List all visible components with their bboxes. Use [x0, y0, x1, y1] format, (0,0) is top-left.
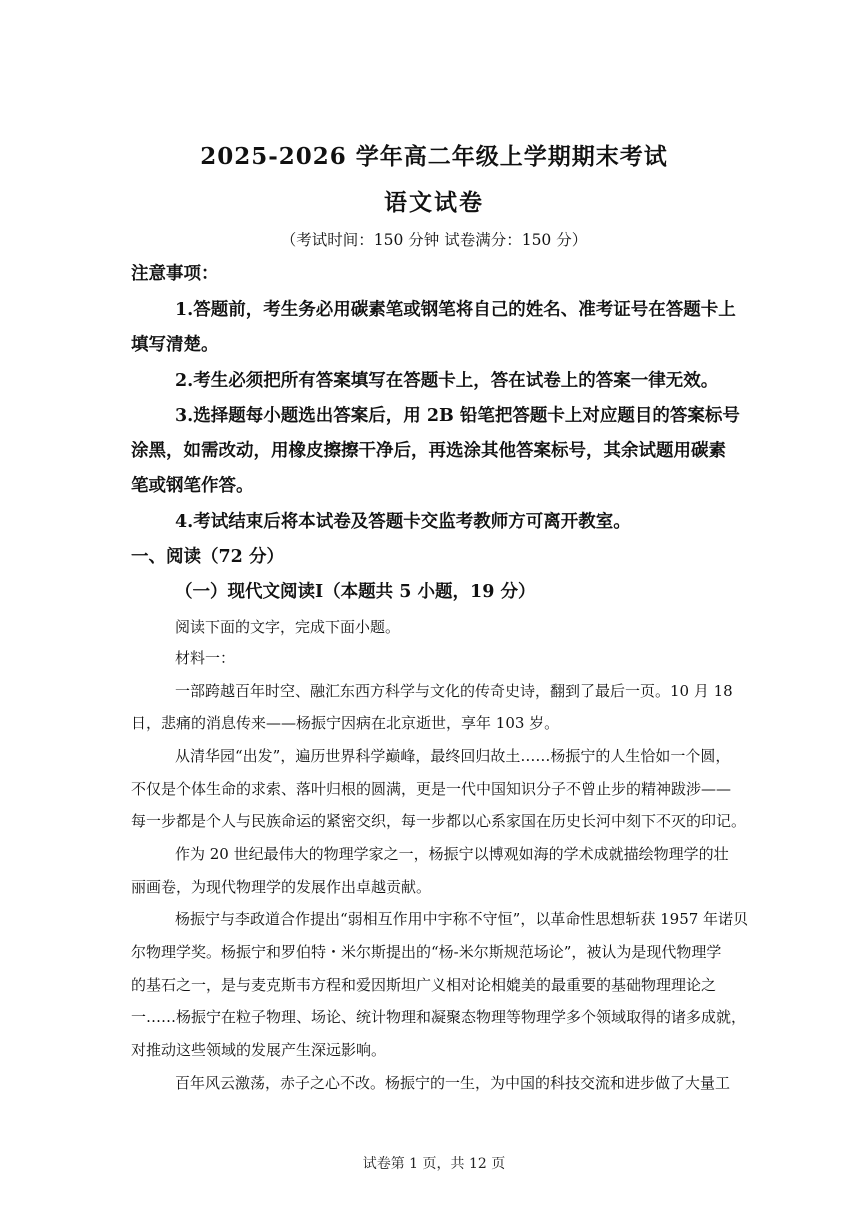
text-line: 尔物理学奖。杨振宁和罗伯特・米尔斯提出的“杨-米尔斯规范场论”，被认为是现代物理学 [131, 943, 722, 961]
text-line: 一部跨越百年时空、融汇东西方科学与文化的传奇史诗，翻到了最后一页。10 月 18 [175, 682, 733, 700]
instruction: 阅读下面的文字，完成下面小题。 [175, 618, 401, 636]
text-line: 日，悲痛的消息传来——杨振宁因病在北京逝世，享年 103 岁。 [131, 714, 560, 732]
notice-line: 笔或钢笔作答。 [131, 476, 254, 496]
text-line: 对推动这些领域的发展产生深远影响。 [131, 1041, 387, 1059]
text-line: 杨振宁与李政道合作提出“弱相互作用中宇称不守恒”，以革命性思想斩获 1957 年诺贝 [175, 910, 749, 928]
page-footer: 试卷第 1 页，共 12 页 [362, 1156, 506, 1172]
notice-line: 3.选择题每小题选出答案后，用 2B 铅笔把答题卡上对应题目的答案标号 [175, 406, 740, 426]
text-line: 百年风云激荡，赤子之心不改。杨振宁的一生，为中国的科技交流和进步做了大量工 [175, 1074, 731, 1092]
section-subheading: （一）现代文阅读Ⅰ（本题共 5 小题，19 分） [175, 582, 536, 602]
text-line: 的基石之一，是与麦克斯韦方程和爱因斯坦广义相对论相媲美的最重要的基础物理理论之 [131, 976, 717, 994]
notice-heading: 注意事项： [131, 264, 219, 284]
notice-line: 1.答题前，考生务必用碳素笔或钢笔将自己的姓名、准考证号在答题卡上 [175, 300, 736, 320]
text-line: 一……杨振宁在粒子物理、场论、统计物理和凝聚态物理等物理学多个领域取得的诸多成就， [131, 1008, 747, 1026]
text-line: 作为 20 世纪最伟大的物理学家之一，杨振宁以博观如海的学术成就描绘物理学的壮 [175, 845, 729, 863]
text-line: 从清华园“出发”，遍历世界科学巅峰，最终回归故土……杨振宁的人生恰如一个圆， [175, 747, 731, 765]
notice-line: 涂黑，如需改动，用橡皮擦擦干净后，再选涂其他答案标号，其余试题用碳素 [131, 441, 726, 461]
subject-title: 语文试卷 [384, 189, 484, 216]
section-heading: 一、阅读（72 分） [131, 547, 284, 567]
exam-title: 2025-2026 学年高二年级上学期期末考试 [200, 143, 668, 170]
text-line: 丽画卷，为现代物理学的发展作出卓越贡献。 [131, 878, 432, 896]
notice-line: 2.考生必须把所有答案填写在答题卡上，答在试卷上的答案一律无效。 [175, 371, 719, 391]
notice-line: 4.考试结束后将本试卷及答题卡交监考教师方可离开教室。 [175, 512, 631, 532]
exam-info: （考试时间：150 分钟 试卷满分：150 分） [280, 231, 588, 249]
notice-line: 填写清楚。 [131, 335, 219, 355]
material-label: 材料一： [175, 649, 236, 667]
text-line: 每一步都是个人与民族命运的紧密交织，每一步都以心系家国在历史长河中刻下不灭的印记。 [131, 812, 747, 830]
text-line: 不仅是个体生命的求索、落叶归根的圆满，更是一代中国知识分子不曾止步的精神跋涉—— [131, 780, 732, 798]
